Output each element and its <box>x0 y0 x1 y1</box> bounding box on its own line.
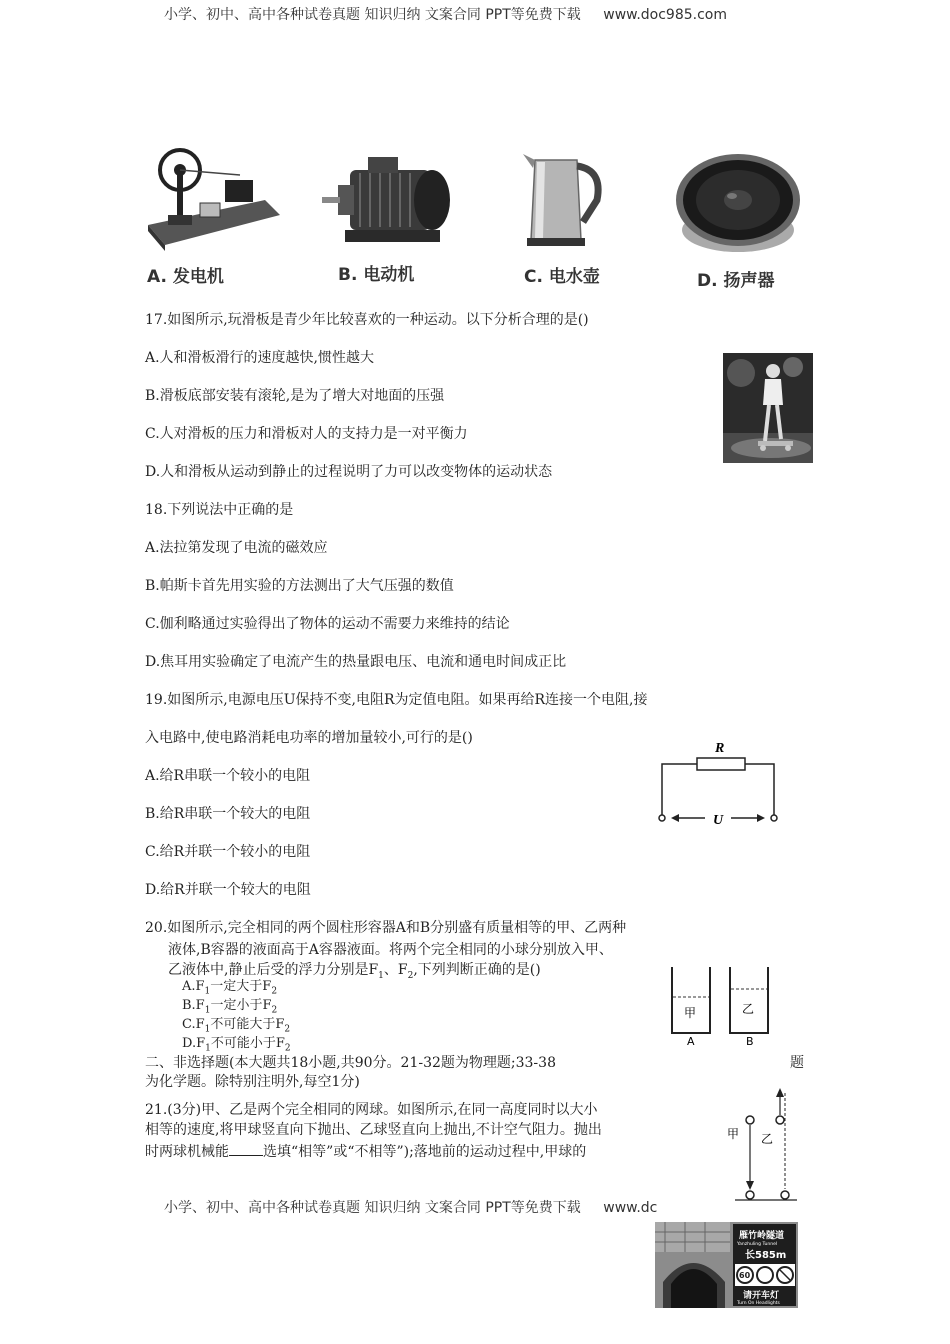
q18-stem: 18.下列说法中正确的是 <box>145 502 294 518</box>
q20-line2: 液体,B容器的液面高于A容器液面。将两个完全相同的小球分别放入甲、 <box>168 942 613 958</box>
containers-diagram <box>668 965 783 1047</box>
container-b-label: B <box>746 1035 754 1048</box>
label-R: R <box>715 741 725 756</box>
sub-1: 1 <box>204 986 211 997</box>
container-a-label: A <box>687 1035 695 1048</box>
q21-line2: 相等的速度,将甲球竖直向下抛出、乙球竖直向上抛出,不计空气阻力。抛出 <box>145 1122 602 1138</box>
q19-option-b: B.给R串联一个较大的电阻 <box>145 806 311 822</box>
footer-url: www.dc <box>603 1200 658 1216</box>
q21-line3-pre: 时两球机械能 <box>145 1144 229 1160</box>
q19-option-d: D.给R并联一个较大的电阻 <box>145 882 311 898</box>
q20-line3-pre: 乙液体中,静止后受的浮力分别是F <box>168 962 379 978</box>
q20-c-1: C.F <box>182 1017 205 1032</box>
page-header <box>164 4 727 24</box>
sub-1: 1 <box>204 1005 211 1016</box>
header-text: 小学、初中、高中各种试卷真题 知识归纳 文案合同 PPT等免费下载 <box>164 7 581 23</box>
sub-2: 2 <box>284 1043 291 1054</box>
tennis-balls-diagram <box>725 1085 800 1205</box>
tunnel-length: 长585m <box>745 1250 787 1261</box>
q19-option-c: C.给R并联一个较小的电阻 <box>145 844 311 860</box>
q20-d-1: D.F <box>182 1036 206 1051</box>
ball-jia-label: 甲 <box>727 1127 740 1141</box>
q18-option-c: C.伽利略通过实验得出了物体的运动不需要力来维持的结论 <box>145 616 510 632</box>
q21-line1: 21.(3分)甲、乙是两个完全相同的网球。如图所示,在同一高度同时以大小 <box>145 1102 598 1118</box>
q17-option-c: C.人对滑板的压力和滑板对人的支持力是一对平衡力 <box>145 426 468 442</box>
q19-option-a: A.给R串联一个较小的电阻 <box>145 768 311 784</box>
q17-option-a: A.人和滑板滑行的速度越快,惯性越大 <box>145 350 375 366</box>
motor-icon <box>320 155 455 255</box>
sub-1: 1 <box>204 1024 211 1035</box>
tunnel-photo <box>655 1222 798 1308</box>
sub-2: 2 <box>271 1005 278 1016</box>
answer-blank[interactable] <box>229 1143 263 1156</box>
q21-line3 <box>145 1141 586 1161</box>
q20-line3-mid: 、F <box>383 962 408 978</box>
page-footer-header <box>164 1197 657 1217</box>
tunnel-lights: 请开车灯 <box>743 1291 780 1301</box>
section2-line2: 为化学题。除特别注明外,每空1分) <box>145 1074 360 1090</box>
generator-icon <box>140 145 285 255</box>
skateboard-photo <box>723 353 813 463</box>
q19-stem-line1: 19.如图所示,电源电压U保持不变,电阻R为定值电阻。如果再给R连接一个电阻,接 <box>145 692 648 708</box>
q20-d-2: 不可能小于F <box>210 1036 285 1051</box>
speed-limit: 60 <box>739 1271 751 1280</box>
q21-line3-post: 选填“相等”或“不相等”);落地前的运动过程中,甲球的 <box>263 1144 587 1160</box>
q20-line1: 20.如图所示,完全相同的两个圆柱形容器A和B分别盛有质量相等的甲、乙两种 <box>145 920 627 936</box>
sub-2: 2 <box>271 986 278 997</box>
footer-text: 小学、初中、高中各种试卷真题 知识归纳 文案合同 PPT等免费下载 <box>164 1200 581 1216</box>
sub-2: 2 <box>284 1024 291 1035</box>
ball-yi-label: 乙 <box>761 1132 774 1146</box>
sub-2: 2 <box>407 970 414 981</box>
q20-line3-post: ,下列判断正确的是() <box>413 962 541 978</box>
option-b-motor: B. 电动机 <box>338 265 415 285</box>
sub-1: 1 <box>205 1043 211 1054</box>
q17-option-b: B.滑板底部安装有滚轮,是为了增大对地面的压强 <box>145 388 445 404</box>
speaker-icon <box>672 150 804 260</box>
circuit-diagram <box>655 738 785 828</box>
option-c-kettle: C. 电水壶 <box>524 267 600 287</box>
option-a-generator: A. 发电机 <box>147 267 224 287</box>
q20-b-1: B.F <box>182 998 205 1013</box>
q19-stem-line2: 入电路中,使电路消耗电功率的增加量较小,可行的是() <box>145 730 473 746</box>
section2-line1-end: 题 <box>790 1055 804 1071</box>
q20-b-2: 一定小于F <box>210 998 272 1013</box>
q17-stem: 17.如图所示,玩滑板是青少年比较喜欢的一种运动。以下分析合理的是() <box>145 312 589 328</box>
q20-option-d <box>182 1032 291 1054</box>
q17-option-d: D.人和滑板从运动到静止的过程说明了力可以改变物体的运动状态 <box>145 464 553 480</box>
sub-1: 1 <box>378 970 384 981</box>
liquid-yi: 乙 <box>742 1002 755 1016</box>
option-d-speaker: D. 扬声器 <box>697 271 775 291</box>
label-U: U <box>713 813 724 828</box>
q20-a-2: 一定大于F <box>210 979 272 994</box>
tunnel-pinyin: Yanzhuling Tunnel <box>737 1242 778 1247</box>
header-url: www.doc985.com <box>603 7 727 23</box>
kettle-icon <box>515 152 610 252</box>
q18-option-a: A.法拉第发现了电流的磁效应 <box>145 540 328 556</box>
liquid-jia: 甲 <box>684 1006 697 1020</box>
section2-line1: 二、非选择题(本大题共18小题,共90分。21-32题为物理题;33-38 <box>145 1055 556 1071</box>
q18-option-d: D.焦耳用实验确定了电流产生的热量跟电压、电流和通电时间成正比 <box>145 654 567 670</box>
q20-a-1: A.F <box>182 979 205 994</box>
resistor-R <box>697 758 745 770</box>
tunnel-lights-pinyin: Turn On Headlights <box>737 1301 780 1306</box>
q20-c-2: 不可能大于F <box>210 1017 285 1032</box>
q18-option-b: B.帕斯卡首先用实验的方法测出了大气压强的数值 <box>145 578 454 594</box>
tunnel-name: 雁竹岭隧道 <box>739 1231 785 1241</box>
